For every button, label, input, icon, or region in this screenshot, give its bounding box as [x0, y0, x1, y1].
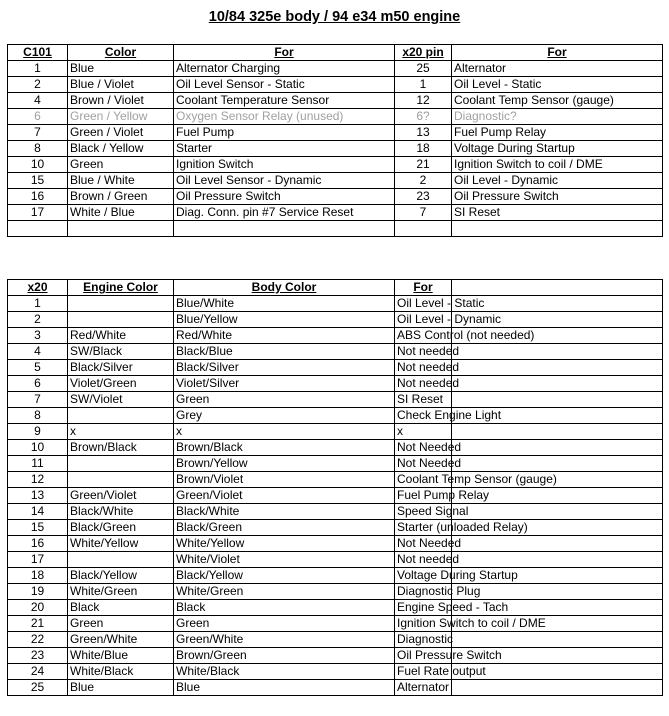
for-cell: Oil Pressure Switch: [395, 648, 452, 664]
header-x20-pin: x20 pin: [395, 45, 452, 61]
c101-cell: 16: [8, 189, 68, 205]
spare-cell: [452, 392, 663, 408]
for-cell: Engine Speed - Tach: [395, 600, 452, 616]
engine-color-cell: Brown/Black: [68, 440, 174, 456]
body-color-cell: Green/White: [174, 632, 395, 648]
x20-table-body: [8, 296, 663, 696]
body-color-cell: Blue: [174, 680, 395, 696]
table-row: [8, 61, 663, 77]
x20-for-cell: Fuel Pump Relay: [452, 125, 663, 141]
header-x20: x20: [8, 280, 68, 296]
body-color-cell: Black/Silver: [174, 360, 395, 376]
for-cell: Oil Level Sensor - Static: [174, 77, 395, 93]
engine-color-cell: White/Green: [68, 584, 174, 600]
body-color-cell: Blue/Yellow: [174, 312, 395, 328]
body-color-cell: Brown/Yellow: [174, 456, 395, 472]
engine-color-cell: Red/White: [68, 328, 174, 344]
for-cell: Ignition Switch to coil / DME: [395, 616, 452, 632]
for-cell: Starter (unloaded Relay): [395, 520, 452, 536]
x20-cell: 7: [8, 392, 68, 408]
body-color-cell: Red/White: [174, 328, 395, 344]
table-row: [8, 440, 663, 456]
c101-cell: 1: [8, 61, 68, 77]
engine-color-cell: Black/Yellow: [68, 568, 174, 584]
x20-pin-cell: 2: [395, 173, 452, 189]
body-color-cell: Black/White: [174, 504, 395, 520]
table-row: [8, 328, 663, 344]
for-cell: Oil Level - Dynamic: [395, 312, 452, 328]
blank-cell: [8, 221, 68, 237]
engine-color-cell: White/Blue: [68, 648, 174, 664]
engine-color-cell: Green: [68, 616, 174, 632]
x20-cell: 9: [8, 424, 68, 440]
table-row: [8, 648, 663, 664]
engine-color-cell: Black: [68, 600, 174, 616]
blank-cell: [174, 221, 395, 237]
x20-cell: 21: [8, 616, 68, 632]
table-header-row: [8, 45, 663, 61]
color-cell: White / Blue: [68, 205, 174, 221]
table-row: [8, 109, 663, 125]
table-row: [8, 456, 663, 472]
for-cell: Coolant Temperature Sensor: [174, 93, 395, 109]
table-row: [8, 157, 663, 173]
header-spare: [452, 280, 663, 296]
x20-cell: 23: [8, 648, 68, 664]
engine-color-cell: Green/White: [68, 632, 174, 648]
x20-pin-cell: 6?: [395, 109, 452, 125]
table-row: [8, 504, 663, 520]
table-row: [8, 520, 663, 536]
body-color-cell: White/Black: [174, 664, 395, 680]
header-for-x20: For: [452, 45, 663, 61]
spare-cell: [452, 504, 663, 520]
for-cell: Not Needed: [395, 440, 452, 456]
engine-color-cell: Violet/Green: [68, 376, 174, 392]
c101-cell: 8: [8, 141, 68, 157]
x20-pin-cell: 18: [395, 141, 452, 157]
table-row: [8, 205, 663, 221]
c101-cell: 4: [8, 93, 68, 109]
c101-connector-table: [7, 44, 663, 237]
x20-cell: 16: [8, 536, 68, 552]
body-color-cell: Green: [174, 616, 395, 632]
x20-cell: 15: [8, 520, 68, 536]
table-row-blank: [8, 221, 663, 237]
body-color-cell: White/Yellow: [174, 536, 395, 552]
table-row: [8, 536, 663, 552]
table-row: [8, 600, 663, 616]
body-color-cell: x: [174, 424, 395, 440]
table-row: [8, 424, 663, 440]
for-cell: Fuel Pump Relay: [395, 488, 452, 504]
x20-cell: 17: [8, 552, 68, 568]
engine-color-cell: Black/White: [68, 504, 174, 520]
table-row: [8, 632, 663, 648]
for-cell: x: [395, 424, 452, 440]
blank-cell: [395, 221, 452, 237]
body-color-cell: Black: [174, 600, 395, 616]
table-row: [8, 472, 663, 488]
body-color-cell: Grey: [174, 408, 395, 424]
table-row: [8, 376, 663, 392]
x20-connector-table: [7, 279, 663, 696]
table-row: [8, 173, 663, 189]
spare-cell: [452, 440, 663, 456]
body-color-cell: White/Violet: [174, 552, 395, 568]
engine-color-cell: [68, 408, 174, 424]
engine-color-cell: x: [68, 424, 174, 440]
body-color-cell: Black/Blue: [174, 344, 395, 360]
spare-cell: [452, 536, 663, 552]
table-row: [8, 664, 663, 680]
x20-cell: 2: [8, 312, 68, 328]
x20-for-cell: Oil Pressure Switch: [452, 189, 663, 205]
for-cell: Starter: [174, 141, 395, 157]
for-cell: Fuel Pump: [174, 125, 395, 141]
x20-cell: 20: [8, 600, 68, 616]
table-header-row: [8, 280, 663, 296]
table-row: [8, 312, 663, 328]
engine-color-cell: [68, 296, 174, 312]
for-cell: Not needed: [395, 360, 452, 376]
body-color-cell: Brown/Black: [174, 440, 395, 456]
blank-cell: [452, 221, 663, 237]
body-color-cell: Blue/White: [174, 296, 395, 312]
engine-color-cell: [68, 472, 174, 488]
table-row: [8, 344, 663, 360]
color-cell: Black / Yellow: [68, 141, 174, 157]
spare-cell: [452, 376, 663, 392]
x20-pin-cell: 13: [395, 125, 452, 141]
for-cell: Check Engine Light: [395, 408, 452, 424]
c101-table-body: [8, 61, 663, 237]
for-cell: Oxygen Sensor Relay (unused): [174, 109, 395, 125]
for-cell: Not Needed: [395, 536, 452, 552]
body-color-cell: Black/Yellow: [174, 568, 395, 584]
header-body-color: Body Color: [174, 280, 395, 296]
x20-pin-cell: 25: [395, 61, 452, 77]
for-cell: Diagnostic Plug: [395, 584, 452, 600]
c101-cell: 7: [8, 125, 68, 141]
for-cell: Oil Level - Static: [395, 296, 452, 312]
table-row: [8, 408, 663, 424]
color-cell: Green / Yellow: [68, 109, 174, 125]
color-cell: Green: [68, 157, 174, 173]
spare-cell: [452, 584, 663, 600]
color-cell: Blue: [68, 61, 174, 77]
x20-cell: 4: [8, 344, 68, 360]
spare-cell: [452, 552, 663, 568]
engine-color-cell: [68, 312, 174, 328]
engine-color-cell: [68, 456, 174, 472]
table-row: [8, 584, 663, 600]
x20-for-cell: Voltage During Startup: [452, 141, 663, 157]
x20-for-cell: Diagnostic?: [452, 109, 663, 125]
x20-cell: 8: [8, 408, 68, 424]
body-color-cell: Brown/Violet: [174, 472, 395, 488]
for-cell: Fuel Rate output: [395, 664, 452, 680]
engine-color-cell: SW/Violet: [68, 392, 174, 408]
for-cell: Not Needed: [395, 456, 452, 472]
engine-color-cell: Black/Green: [68, 520, 174, 536]
c101-cell: 10: [8, 157, 68, 173]
c101-cell: 17: [8, 205, 68, 221]
table-row: [8, 360, 663, 376]
engine-color-cell: Black/Silver: [68, 360, 174, 376]
color-cell: Green / Violet: [68, 125, 174, 141]
table-row: [8, 680, 663, 696]
for-cell: Speed Signal: [395, 504, 452, 520]
x20-cell: 5: [8, 360, 68, 376]
x20-cell: 14: [8, 504, 68, 520]
engine-color-cell: SW/Black: [68, 344, 174, 360]
x20-pin-cell: 23: [395, 189, 452, 205]
for-cell: Ignition Switch: [174, 157, 395, 173]
table-row: [8, 552, 663, 568]
table-row: [8, 296, 663, 312]
for-cell: Alternator: [395, 680, 452, 696]
table-row: [8, 488, 663, 504]
for-cell: Not needed: [395, 376, 452, 392]
table-row: [8, 392, 663, 408]
x20-cell: 18: [8, 568, 68, 584]
x20-pin-cell: 12: [395, 93, 452, 109]
page-title: 10/84 325e body / 94 e34 m50 engine: [208, 9, 461, 25]
table-row: [8, 141, 663, 157]
table-row: [8, 616, 663, 632]
x20-pin-cell: 7: [395, 205, 452, 221]
spare-cell: [452, 456, 663, 472]
table-row: [8, 77, 663, 93]
color-cell: Blue / White: [68, 173, 174, 189]
x20-cell: 19: [8, 584, 68, 600]
x20-for-cell: Oil Level - Dynamic: [452, 173, 663, 189]
engine-color-cell: [68, 552, 174, 568]
x20-for-cell: SI Reset: [452, 205, 663, 221]
x20-cell: 6: [8, 376, 68, 392]
for-cell: Diag. Conn. pin #7 Service Reset: [174, 205, 395, 221]
for-cell: Oil Pressure Switch: [174, 189, 395, 205]
for-cell: Oil Level Sensor - Dynamic: [174, 173, 395, 189]
header-c101: C101: [8, 45, 68, 61]
x20-for-cell: Alternator: [452, 61, 663, 77]
header-engine-color: Engine Color: [68, 280, 174, 296]
c101-cell: 6: [8, 109, 68, 125]
body-color-cell: Brown/Green: [174, 648, 395, 664]
x20-for-cell: Coolant Temp Sensor (gauge): [452, 93, 663, 109]
table-row: [8, 93, 663, 109]
engine-color-cell: White/Black: [68, 664, 174, 680]
x20-cell: 10: [8, 440, 68, 456]
engine-color-cell: Blue: [68, 680, 174, 696]
color-cell: Blue / Violet: [68, 77, 174, 93]
table-row: [8, 125, 663, 141]
body-color-cell: Green: [174, 392, 395, 408]
body-color-cell: White/Green: [174, 584, 395, 600]
x20-for-cell: Oil Level - Static: [452, 77, 663, 93]
body-color-cell: Violet/Silver: [174, 376, 395, 392]
for-cell: Alternator Charging: [174, 61, 395, 77]
x20-pin-cell: 1: [395, 77, 452, 93]
x20-cell: 11: [8, 456, 68, 472]
color-cell: Brown / Green: [68, 189, 174, 205]
c101-cell: 15: [8, 173, 68, 189]
x20-for-cell: Ignition Switch to coil / DME: [452, 157, 663, 173]
body-color-cell: Black/Green: [174, 520, 395, 536]
x20-cell: 12: [8, 472, 68, 488]
for-cell: SI Reset: [395, 392, 452, 408]
table-row: [8, 568, 663, 584]
spare-cell: [452, 344, 663, 360]
for-cell: Not needed: [395, 344, 452, 360]
engine-color-cell: White/Yellow: [68, 536, 174, 552]
x20-cell: 24: [8, 664, 68, 680]
x20-cell: 3: [8, 328, 68, 344]
for-cell: ABS Control (not needed): [395, 328, 452, 344]
x20-cell: 25: [8, 680, 68, 696]
for-cell: Not needed: [395, 552, 452, 568]
header-for: For: [395, 280, 452, 296]
spare-cell: [452, 632, 663, 648]
engine-color-cell: Green/Violet: [68, 488, 174, 504]
header-for: For: [174, 45, 395, 61]
body-color-cell: Green/Violet: [174, 488, 395, 504]
table-row: [8, 189, 663, 205]
color-cell: Brown / Violet: [68, 93, 174, 109]
for-cell: Diagnostic: [395, 632, 452, 648]
c101-cell: 2: [8, 77, 68, 93]
for-cell: Coolant Temp Sensor (gauge): [395, 472, 452, 488]
blank-cell: [68, 221, 174, 237]
x20-cell: 1: [8, 296, 68, 312]
for-cell: Voltage During Startup: [395, 568, 452, 584]
spare-cell: [452, 360, 663, 376]
x20-cell: 22: [8, 632, 68, 648]
spare-cell: [452, 680, 663, 696]
x20-pin-cell: 21: [395, 157, 452, 173]
x20-cell: 13: [8, 488, 68, 504]
spare-cell: [452, 424, 663, 440]
header-color: Color: [68, 45, 174, 61]
